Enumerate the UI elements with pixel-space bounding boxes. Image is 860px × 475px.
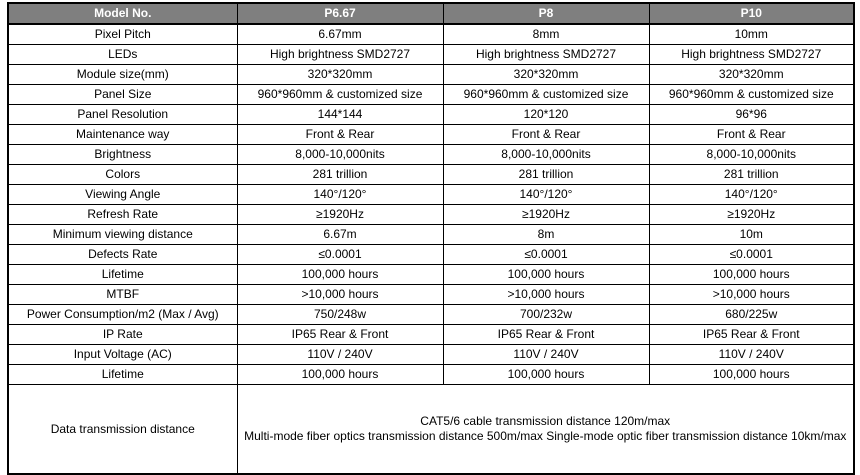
spec-value: 960*960mm & customized size (237, 85, 443, 105)
spec-value: 110V / 240V (649, 345, 854, 365)
spec-value: 110V / 240V (237, 345, 443, 365)
spec-value: 8mm (443, 24, 649, 45)
table-row (8, 45, 854, 65)
spec-label: Panel Size (8, 85, 237, 105)
spec-value: Front & Rear (649, 125, 854, 145)
spec-value: 140°/120° (237, 185, 443, 205)
spec-value: 320*320mm (237, 65, 443, 85)
spec-value: 750/248w (237, 305, 443, 325)
spec-value: 100,000 hours (649, 265, 854, 285)
spec-value: 700/232w (443, 305, 649, 325)
spec-label: Lifetime (8, 265, 237, 285)
header-cell-p667: P6.67 (237, 3, 443, 24)
spec-value: High brightness SMD2727 (237, 45, 443, 65)
table-row (8, 85, 854, 105)
header-cell-model-no: Model No. (8, 3, 237, 24)
spec-value: >10,000 hours (649, 285, 854, 305)
spec-value: ≥1920Hz (649, 205, 854, 225)
spec-label: Colors (8, 165, 237, 185)
spec-value: IP65 Rear & Front (443, 325, 649, 345)
spec-label: IP Rate (8, 325, 237, 345)
spec-label: Input Voltage (AC) (8, 345, 237, 365)
table-row (8, 65, 854, 85)
spec-label: Pixel Pitch (8, 24, 237, 45)
spec-label: Panel Resolution (8, 105, 237, 125)
spec-table-body (8, 24, 854, 385)
spec-value: Front & Rear (443, 125, 649, 145)
table-row (8, 305, 854, 325)
spec-label: Brightness (8, 145, 237, 165)
spec-value: 960*960mm & customized size (649, 85, 854, 105)
table-row (8, 265, 854, 285)
led-spec-table (7, 2, 855, 475)
table-row (8, 105, 854, 125)
table-row (8, 245, 854, 265)
table-row (8, 285, 854, 305)
header-cell-p8: P8 (443, 3, 649, 24)
table-row (8, 365, 854, 385)
table-row (8, 225, 854, 245)
table-row (8, 125, 854, 145)
spec-label: Defects Rate (8, 245, 237, 265)
spec-value: 320*320mm (649, 65, 854, 85)
spec-value: ≤0.0001 (443, 245, 649, 265)
spec-value: ≤0.0001 (237, 245, 443, 265)
spec-value: 96*96 (649, 105, 854, 125)
spec-value: 960*960mm & customized size (443, 85, 649, 105)
table-row (8, 325, 854, 345)
spec-value: >10,000 hours (443, 285, 649, 305)
spec-value: Front & Rear (237, 125, 443, 145)
table-row (8, 185, 854, 205)
spec-value: 6.67m (237, 225, 443, 245)
spec-value: High brightness SMD2727 (649, 45, 854, 65)
spec-value-merged (237, 385, 854, 475)
spec-value: ≥1920Hz (443, 205, 649, 225)
table-row (8, 205, 854, 225)
spec-label: MTBF (8, 285, 237, 305)
spec-value: 100,000 hours (443, 365, 649, 385)
spec-value: 100,000 hours (443, 265, 649, 285)
spec-value: 6.67mm (237, 24, 443, 45)
spec-value: 100,000 hours (649, 365, 854, 385)
spec-label: Maintenance way (8, 125, 237, 145)
spec-value: 680/225w (649, 305, 854, 325)
spec-value: High brightness SMD2727 (443, 45, 649, 65)
table-row-data-transmission (8, 385, 854, 475)
spec-value: 320*320mm (443, 65, 649, 85)
table-row (8, 345, 854, 365)
spec-label: Lifetime (8, 365, 237, 385)
spec-value: 281 trillion (649, 165, 854, 185)
transmission-line-1: CAT5/6 cable transmission distance 120m/max (420, 414, 671, 428)
spec-value: 281 trillion (443, 165, 649, 185)
spec-label: LEDs (8, 45, 237, 65)
spec-label: Viewing Angle (8, 185, 237, 205)
spec-value: IP65 Rear & Front (237, 325, 443, 345)
spec-label: Module size(mm) (8, 65, 237, 85)
spec-label: Power Consumption/m2 (Max / Avg) (8, 305, 237, 325)
spec-label: Minimum viewing distance (8, 225, 237, 245)
transmission-line-2: Multi-mode fiber optics transmission distance 500m/max Single-mode optic fiber transmission distance 10km/max (244, 429, 847, 443)
spec-label: Data transmission distance (8, 385, 237, 475)
spec-value: 8,000-10,000nits (649, 145, 854, 165)
spec-value: IP65 Rear & Front (649, 325, 854, 345)
spec-value: 10mm (649, 24, 854, 45)
spec-value: 110V / 240V (443, 345, 649, 365)
spec-value: 10m (649, 225, 854, 245)
spec-value: 100,000 hours (237, 365, 443, 385)
spec-value: ≥1920Hz (237, 205, 443, 225)
table-header-row (8, 3, 854, 24)
spec-value: 8,000-10,000nits (443, 145, 649, 165)
spec-value: 281 trillion (237, 165, 443, 185)
spec-value: >10,000 hours (237, 285, 443, 305)
spec-label: Refresh Rate (8, 205, 237, 225)
spec-value: 8m (443, 225, 649, 245)
spec-value: ≤0.0001 (649, 245, 854, 265)
spec-value: 140°/120° (649, 185, 854, 205)
spec-value: 120*120 (443, 105, 649, 125)
spec-value: 8,000-10,000nits (237, 145, 443, 165)
table-row (8, 165, 854, 185)
table-row (8, 24, 854, 45)
spec-value: 144*144 (237, 105, 443, 125)
spec-value: 140°/120° (443, 185, 649, 205)
header-cell-p10: P10 (649, 3, 854, 24)
spec-value: 100,000 hours (237, 265, 443, 285)
table-row (8, 145, 854, 165)
